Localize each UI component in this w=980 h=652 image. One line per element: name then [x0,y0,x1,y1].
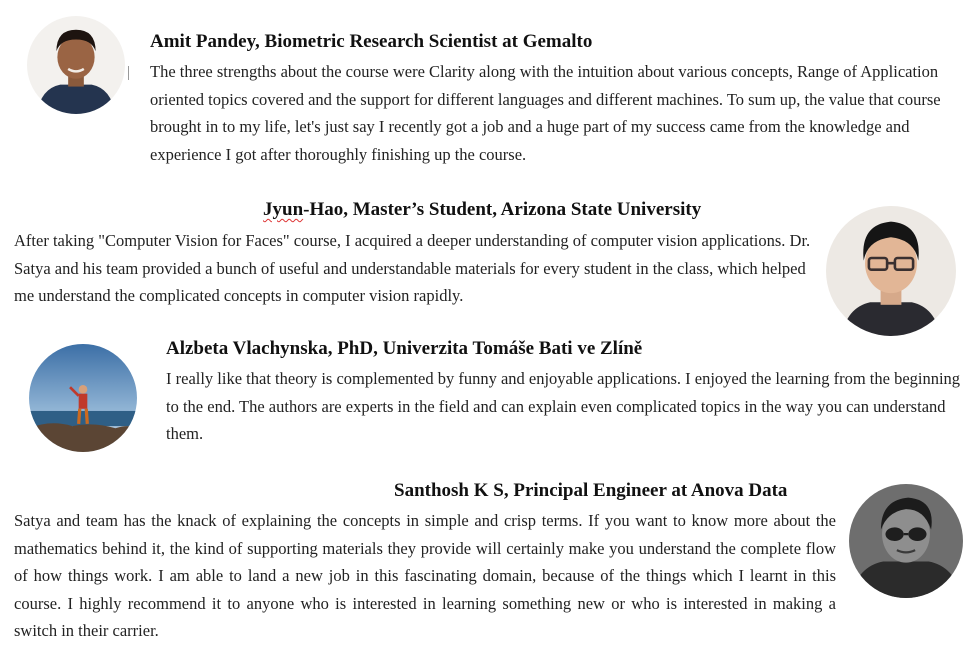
portrait-photo [826,206,956,336]
testimonial-text: After taking "Computer Vision for Faces" course, I acquired a deeper understanding of computer vision applications. Dr. Satya and his team provided a bunch of useful and understandable materials for every student in the class, which helped me understand the complicated concepts in computer vision rapidly. [14,231,811,305]
landscape-photo [29,344,137,452]
testimonial-text: I really like that theory is complemented by funny and enjoyable applications. I enjoyed the learning from the beginning to the end. The authors are experts in the field and can explain even complicated topics in the way you can understand them. [166,369,961,443]
testimonial-name [263,198,701,222]
testimonial-name: Amit Pandey, Biometric Research Scientist at Gemalto [150,31,593,52]
testimonial-name: Santhosh K S, Principal Engineer at Anova Data [394,480,788,501]
avatar-jyun-hao [826,206,956,336]
divider [128,66,129,80]
avatar-santhosh-k-s [849,484,963,598]
avatar-alzbeta-vlachynska [29,344,137,452]
avatar-amit-pandey [27,16,125,114]
portrait-photo [27,16,125,114]
misspelling-highlight: Jyun [263,199,304,220]
testimonial-text: The three strengths about the course were Clarity along with the intuition about various concepts, Range of Application oriented topics covered and the support for different languages and different machines. To sum up, the value that course brought in to my life, let's just say I recently got a job and a huge part of my success came from the knowledge and experience I got after thoroughly finishing up the course. [150,62,941,164]
portrait-photo [849,484,963,598]
testimonial-name-rest: -Hao, Master’s Student, Arizona State University [303,199,702,220]
testimonial-name: Alzbeta Vlachynska, PhD, Univerzita Tomáše Bati ve Zlíně [166,338,643,359]
testimonial-text: Satya and team has the knack of explaining the concepts in simple and crisp terms. If you want to know more about the mathematics behind it, the kind of supporting materials they provide will certainly make you understand the complete flow of how things work. I am able to land a new job in this fascinating domain, because of the things which I learnt in this course. I highly recommend it to anyone who is interested in learning something new or who is interested in making a switch in their carrier. [14,511,836,640]
